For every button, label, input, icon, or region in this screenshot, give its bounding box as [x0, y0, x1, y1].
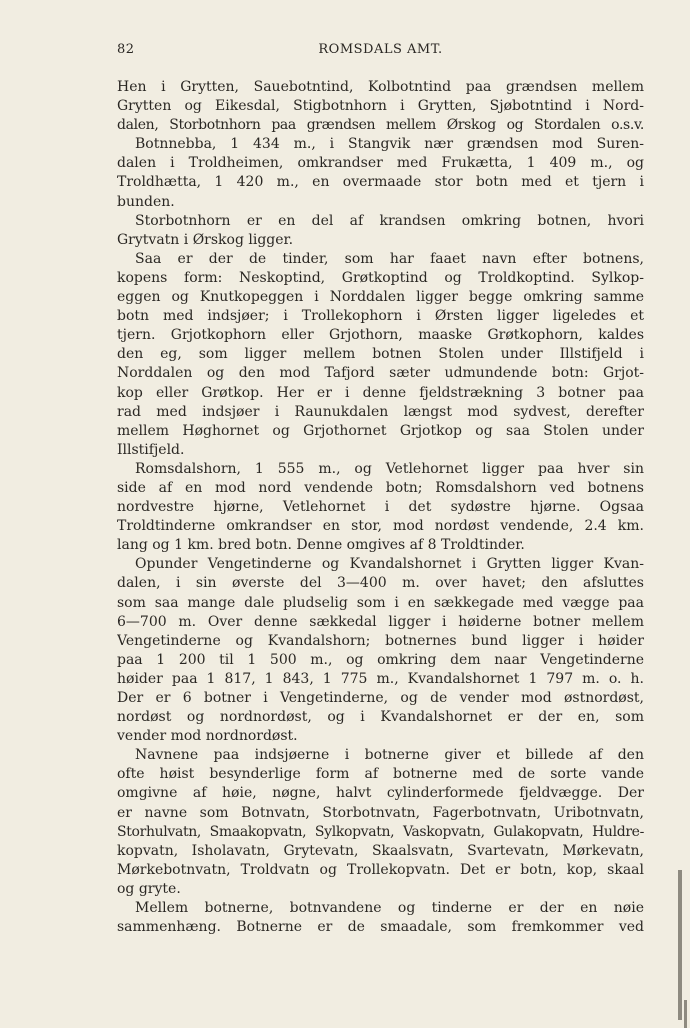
- text-line: er navne som Botnvatn, Storbotnvatn, Fagerbotnvatn, Uribotnvatn,: [117, 804, 644, 821]
- running-head: ROMSDALS AMT.: [318, 42, 443, 57]
- text-line: Vengetinderne og Kvandalshorn; botnernes bund ligger i høider: [117, 632, 644, 649]
- text-line: mellem Høghornet og Grjothornet Grjotkop og saa Stolen under: [117, 422, 644, 439]
- text-line: Navnene paa indsjøerne i botnerne giver et billede af den: [135, 747, 644, 764]
- text-line: Hen i Grytten, Sauebotntind, Kolbotntind paa grændsen mellem: [117, 79, 644, 95]
- text-line: Opunder Vengetinderne og Kvandalshornet i Grytten ligger Kvan-: [135, 556, 644, 573]
- text-line: og gryte.: [117, 880, 181, 897]
- text-line: som saa mange dale pludselig som i en sækkegade med vægge paa: [117, 594, 644, 611]
- text-line: høider paa 1 817, 1 843, 1 775 m., Kvandalshornet 1 797 m. o. h.: [117, 670, 644, 687]
- gutter-mark: [684, 1000, 687, 1028]
- text-line: Illstifjeld.: [117, 441, 185, 458]
- text-line: bunden.: [117, 193, 175, 210]
- text-line: Der er 6 botner i Vengetinderne, og de vender mod østnordøst,: [117, 690, 644, 706]
- text-line: 6—700 m. Over denne sækkedal ligger i høiderne botner mellem: [117, 613, 644, 630]
- text-line: Grytten og Eikesdal, Stigbotnhorn i Grytten, Sjøbotntind i Nord-: [117, 98, 644, 115]
- text-line: dalen, i sin øverste del 3—400 m. over havet; den afsluttes: [117, 575, 644, 592]
- text-line: Storbotnhorn er en del af krandsen omkring botnen, hvori: [135, 212, 644, 229]
- gutter-mark: [678, 870, 682, 1020]
- text-line: kopvatn, Isholavatn, Grytevatn, Skaalsvatn, Svartevatn, Mørkevatn,: [117, 842, 644, 859]
- text-line: Mellem botnerne, botnvandene og tinderne er der en nøie: [135, 900, 644, 917]
- text-line: nordvestre hjørne, Vetlehornet i det sydøstre hjørne. Ogsaa: [117, 499, 644, 516]
- text-line: side af en mod nord vendende botn; Romsdalshorn ved botnens: [117, 479, 644, 496]
- text-line: Troldhætta, 1 420 m., en overmaade stor botn med et tjern i: [117, 174, 644, 191]
- text-line: Troldtinderne omkrandser en stor, mod nordøst vendende, 2.4 km.: [117, 518, 644, 535]
- page-number: 82: [117, 42, 135, 57]
- body-text: [117, 78, 644, 937]
- text-line: eggen og Knutkopeggen i Norddalen ligger begge omkring samme: [117, 289, 644, 306]
- text-line: dalen i Troldheimen, omkrandser med Frukætta, 1 409 m., og: [117, 155, 644, 172]
- text-line: Norddalen og den mod Tafjord sæter udmundende botn: Grjot-: [117, 365, 644, 382]
- text-line: Mørkebotnvatn, Troldvatn og Trollekopvatn. Det er botn, kop, skaal: [117, 861, 644, 878]
- text-line: vender mod nordnordøst.: [117, 728, 298, 745]
- text-line: Storhulvatn, Smaakopvatn, Sylkopvatn, Vaskopvatn, Gulakopvatn, Huldre-: [117, 823, 644, 840]
- text-line: omgivne af høie, nøgne, halvt cylinderformede fjeldvægge. Der: [117, 785, 644, 802]
- text-line: rad med indsjøer i Raunukdalen længst mod sydvest, derefter: [117, 403, 644, 420]
- text-line: sammenhæng. Botnerne er de smaadale, som fremkommer ved: [117, 919, 644, 936]
- text-line: lang og 1 km. bred botn. Denne omgives af 8 Troldtinder.: [117, 537, 525, 554]
- text-line: ofte høist besynderlige form af botnerne med de sorte vande: [117, 766, 644, 783]
- text-line: kopens form: Neskoptind, Grøtkoptind og Troldkoptind. Sylkop-: [117, 269, 644, 286]
- text-line: paa 1 200 til 1 500 m., og omkring dem naar Vengetinderne: [117, 651, 644, 668]
- text-line: den eg, som ligger mellem botnen Stolen under Illstifjeld i: [117, 346, 644, 363]
- page-header: [117, 42, 644, 62]
- text-line: tjern. Grjotkophorn eller Grjothorn, maaske Grøtkophorn, kaldes: [117, 327, 644, 344]
- text-line: kop eller Grøtkop. Her er i denne fjeldstrækning 3 botner paa: [117, 384, 644, 401]
- text-line: nordøst og nordnordøst, og i Kvandalshornet er der en, som: [117, 709, 644, 726]
- text-line: Saa er der de tinder, som har faaet navn efter botnens,: [135, 250, 644, 267]
- text-line: Botnnebba, 1 434 m., i Stangvik nær grændsen mod Suren-: [135, 136, 644, 153]
- text-line: Romsdalshorn, 1 555 m., og Vetlehornet ligger paa hver sin: [135, 460, 644, 477]
- text-line: dalen, Storbotnhorn paa grændsen mellem Ørskog og Stordalen o.s.v.: [117, 117, 644, 134]
- text-line: botn med indsjøer; i Trollekophorn i Ørsten ligger ligeledes et: [117, 308, 644, 325]
- text-line: Grytvatn i Ørskog ligger.: [117, 231, 294, 248]
